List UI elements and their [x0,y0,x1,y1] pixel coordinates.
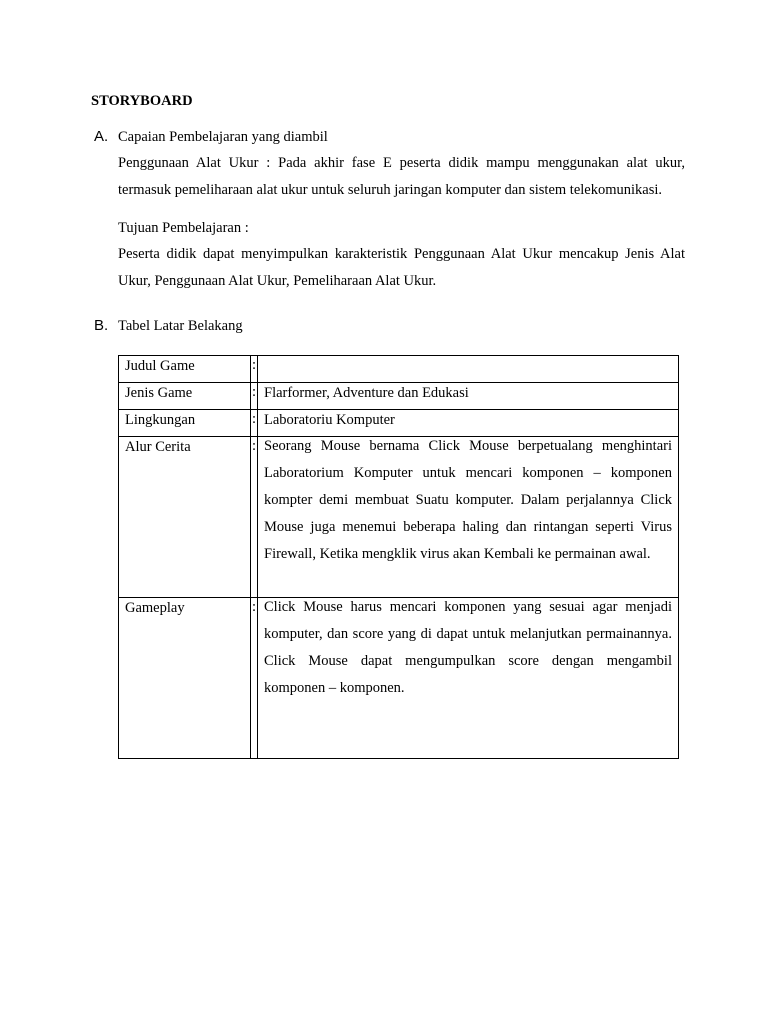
row-label: Alur Cerita [119,437,251,598]
row-label: Judul Game [119,356,251,383]
row-colon: : [251,356,258,383]
table-row [119,437,679,598]
row-value: Laboratoriu Komputer [258,410,679,437]
row-label: Gameplay [119,598,251,759]
table-row [119,383,679,410]
section-a-heading: Capaian Pembelajaran yang diambil [118,129,328,145]
row-colon: : [251,383,258,410]
section-b-marker: B. [94,317,109,334]
row-value [258,598,679,759]
row-value [258,356,679,383]
row-label: Lingkungan [119,410,251,437]
background-table [118,355,679,759]
tujuan-heading: Tujuan Pembelajaran : [118,220,249,236]
section-a-paragraph: Penggunaan Alat Ukur : Pada akhir fase E peserta didik mampu menggunakan alat ukur, termasuk pemeliharaan alat ukur untuk seluruh jaringan komputer dan sistem telekomunikasi. [118,155,685,198]
section-b-heading: Tabel Latar Belakang [118,318,243,334]
section-a-marker: A. [94,128,109,145]
row-colon: : [251,437,258,598]
row-colon: : [251,598,258,759]
row-value-text: Seorang Mouse bernama Click Mouse berpetualang menghintari Laboratorium Komputer untuk mencari komponen – komponen kompter demi membuat Suatu komputer. Dalam perjalannya Click Mouse juga menemui beberapa haling dan rintangan seperti Virus Firewall, Ketika mengklik virus akan Kembali ke permainan awal. [264,438,672,562]
table-row [119,598,679,759]
row-label: Jenis Game [119,383,251,410]
row-value [258,437,679,598]
table-row [119,356,679,383]
row-colon: : [251,410,258,437]
row-value: Flarformer, Adventure dan Edukasi [258,383,679,410]
row-value-text: Click Mouse harus mencari komponen yang sesuai agar menjadi komputer, dan score yang di dapat untuk melanjutkan permainannya. Click Mouse dapat mengumpulkan score dengan mengambil komponen – komponen. [264,599,672,696]
document-title: STORYBOARD [91,93,193,109]
tujuan-paragraph: Peserta didik dapat menyimpulkan karakteristik Penggunaan Alat Ukur mencakup Jenis Alat Ukur, Penggunaan Alat Ukur, Pemeliharaan Alat Ukur. [118,246,685,289]
